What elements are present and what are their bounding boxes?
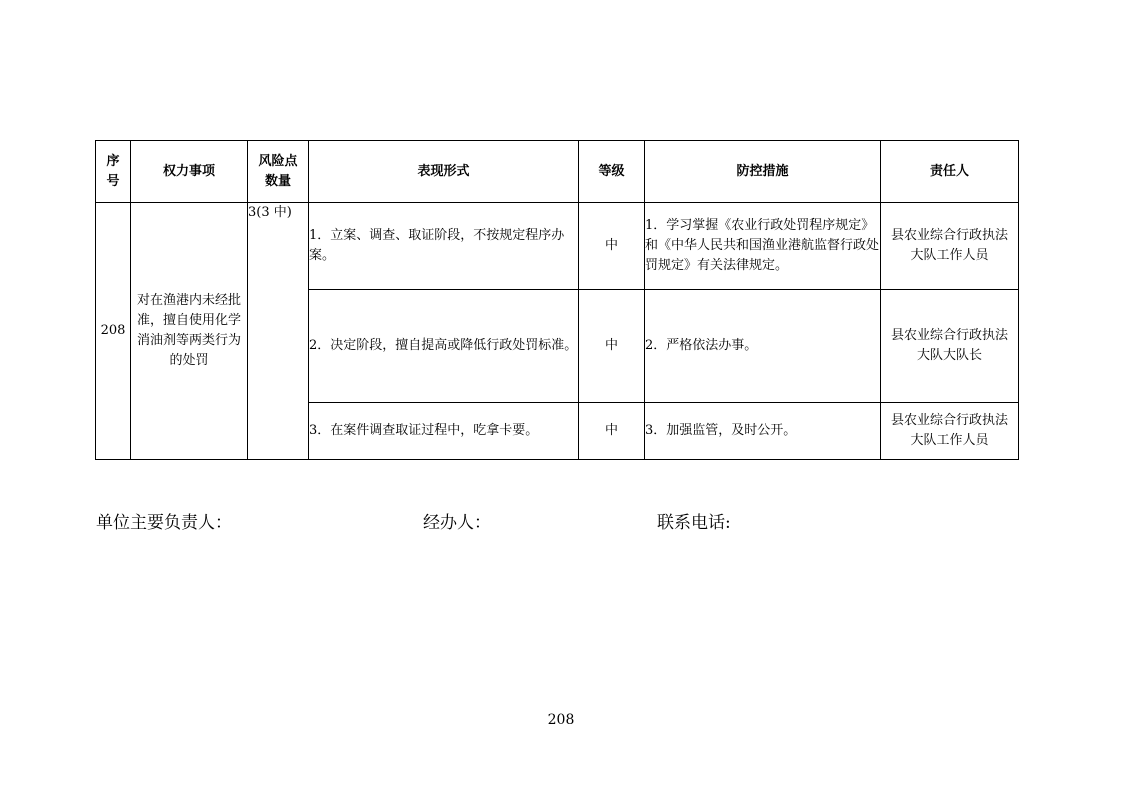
footer-leader-label: 单位主要负责人：: [96, 513, 232, 533]
footer-handler-label: 经办人：: [423, 513, 491, 533]
header-level: 等级: [579, 141, 645, 203]
risk-table: [95, 140, 1019, 460]
table-header-row: [96, 141, 1019, 203]
header-measure: 防控措施: [645, 141, 881, 203]
cell-form: 2．决定阶段，擅自提高或降低行政处罚标准。: [309, 290, 579, 403]
header-form: 表现形式: [309, 141, 579, 203]
cell-measure: 1．学习掌握《农业行政处罚程序规定》和《中华人民共和国渔业港航监督行政处罚规定》有关法律规定。: [645, 203, 881, 290]
header-item: 权力事项: [131, 141, 248, 203]
cell-person: 县农业综合行政执法大队工作人员: [881, 203, 1019, 290]
cell-risk-count: 3(3 中): [248, 203, 309, 460]
cell-person: 县农业综合行政执法大队工作人员: [881, 403, 1019, 460]
cell-level: 中: [579, 203, 645, 290]
cell-level: 中: [579, 290, 645, 403]
cell-person: 县农业综合行政执法大队大队长: [881, 290, 1019, 403]
header-seq: 序号: [96, 141, 131, 203]
cell-seq: 208: [96, 203, 131, 460]
table-row: [96, 203, 1019, 290]
footer-phone-label: 联系电话:: [657, 513, 731, 533]
cell-item: 对在渔港内未经批准，擅自使用化学消油剂等两类行为的处罚: [131, 203, 248, 460]
cell-measure: 3．加强监管，及时公开。: [645, 403, 881, 460]
header-person: 责任人: [881, 141, 1019, 203]
cell-level: 中: [579, 403, 645, 460]
cell-form: 3．在案件调查取证过程中，吃拿卡要。: [309, 403, 579, 460]
cell-measure: 2．严格依法办事。: [645, 290, 881, 403]
cell-form: 1．立案、调查、取证阶段，不按规定程序办案。: [309, 203, 579, 290]
header-risk-count: 风险点数量: [248, 141, 309, 203]
page-number: 208: [547, 712, 575, 728]
